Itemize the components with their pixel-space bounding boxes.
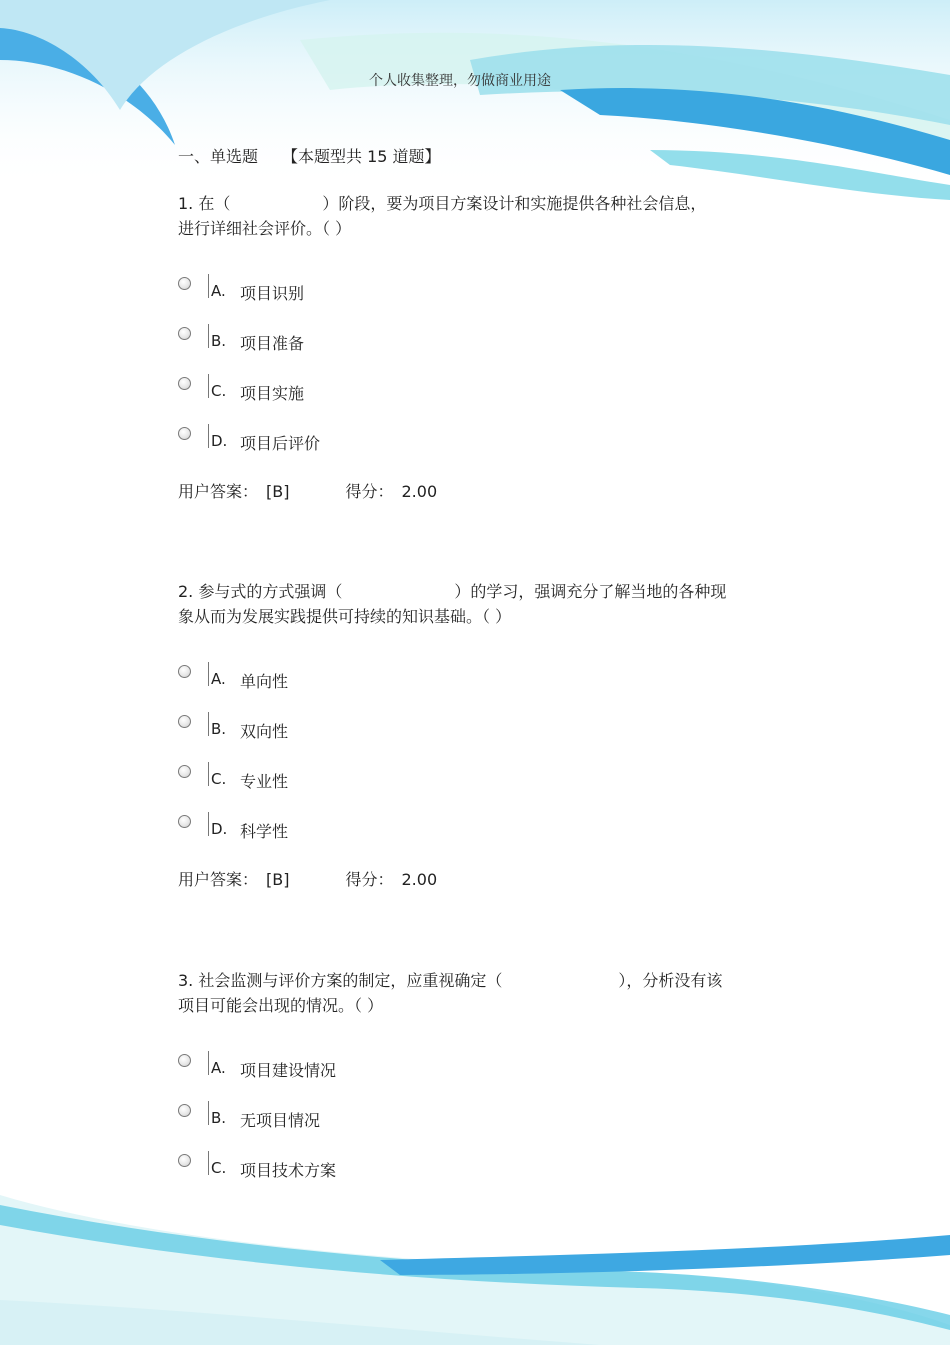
question-text: 1. 在（ ）阶段，要为项目方案设计和实施提供各种社会信息， 进行详细社会评价。（ ） — [178, 194, 707, 238]
option-list — [178, 661, 788, 861]
option-d[interactable]: D. 项目后评价 — [178, 423, 788, 473]
option-b[interactable]: B. 无项目情况 — [178, 1100, 788, 1150]
question-text: 2. 参与式的方式强调（ ）的学习，强调充分了解当地的各种现 象从而为发展实践提供可持续的知识基础。（ ） — [178, 582, 727, 626]
option-label: 项目准备 — [240, 334, 305, 353]
option-separator — [208, 662, 209, 686]
score-value: 2.00 — [401, 482, 438, 501]
section-heading: 一、单选题 — [178, 147, 259, 166]
header-note: 个人收集整理，勿做商业用途 — [369, 73, 551, 89]
radio-button[interactable] — [178, 277, 191, 290]
option-separator — [208, 1101, 209, 1125]
section-title — [178, 144, 441, 167]
user-answer-value: [B] — [266, 870, 290, 889]
score-label: 得分： — [345, 870, 394, 889]
option-label: 项目后评价 — [240, 434, 321, 453]
option-d[interactable]: D. 科学性 — [178, 811, 788, 861]
option-b[interactable]: B. 项目准备 — [178, 323, 788, 373]
option-label: 项目实施 — [240, 384, 305, 403]
option-separator — [208, 762, 209, 786]
answer-score-line — [178, 479, 788, 502]
radio-button[interactable] — [178, 765, 191, 778]
option-separator — [208, 324, 209, 348]
option-separator — [208, 1151, 209, 1175]
option-label: 项目识别 — [240, 284, 305, 303]
option-separator — [208, 424, 209, 448]
option-separator — [208, 812, 209, 836]
option-label: 项目技术方案 — [240, 1161, 337, 1180]
option-label: 双向性 — [240, 722, 289, 741]
option-c[interactable]: C. 专业性 — [178, 761, 788, 811]
user-answer-label: 用户答案： — [178, 482, 259, 501]
user-answer-value: [B] — [266, 482, 290, 501]
option-label: 科学性 — [240, 822, 289, 841]
option-label: 专业性 — [240, 772, 289, 791]
option-a[interactable]: A. 单向性 — [178, 661, 788, 711]
option-a[interactable]: A. 项目识别 — [178, 273, 788, 323]
option-list — [178, 1050, 788, 1200]
option-separator — [208, 274, 209, 298]
option-label: 单向性 — [240, 672, 289, 691]
radio-button[interactable] — [178, 1154, 191, 1167]
section-info: 【本题型共 15 道题】 — [282, 147, 441, 166]
answer-score-line — [178, 867, 788, 890]
option-separator — [208, 1051, 209, 1075]
option-c[interactable]: C. 项目实施 — [178, 373, 788, 423]
radio-button[interactable] — [178, 1104, 191, 1117]
radio-button[interactable] — [178, 377, 191, 390]
radio-button[interactable] — [178, 1054, 191, 1067]
option-label: 项目建设情况 — [240, 1061, 337, 1080]
option-label: 无项目情况 — [240, 1111, 321, 1130]
radio-button[interactable] — [178, 427, 191, 440]
option-separator — [208, 374, 209, 398]
option-c[interactable]: C. 项目技术方案 — [178, 1150, 788, 1200]
option-a[interactable]: A. 项目建设情况 — [178, 1050, 788, 1100]
option-list — [178, 273, 788, 473]
question-text: 3. 社会监测与评价方案的制定，应重视确定（ ），分析没有该 项目可能会出现的情况。（ ） — [178, 971, 723, 1015]
radio-button[interactable] — [178, 327, 191, 340]
option-b[interactable]: B. 双向性 — [178, 711, 788, 761]
question-2 — [178, 579, 788, 890]
radio-button[interactable] — [178, 715, 191, 728]
question-3 — [178, 968, 788, 1200]
score-label: 得分： — [345, 482, 394, 501]
user-answer-label: 用户答案： — [178, 870, 259, 889]
radio-button[interactable] — [178, 815, 191, 828]
option-separator — [208, 712, 209, 736]
score-value: 2.00 — [401, 870, 438, 889]
question-1 — [178, 191, 788, 502]
radio-button[interactable] — [178, 665, 191, 678]
